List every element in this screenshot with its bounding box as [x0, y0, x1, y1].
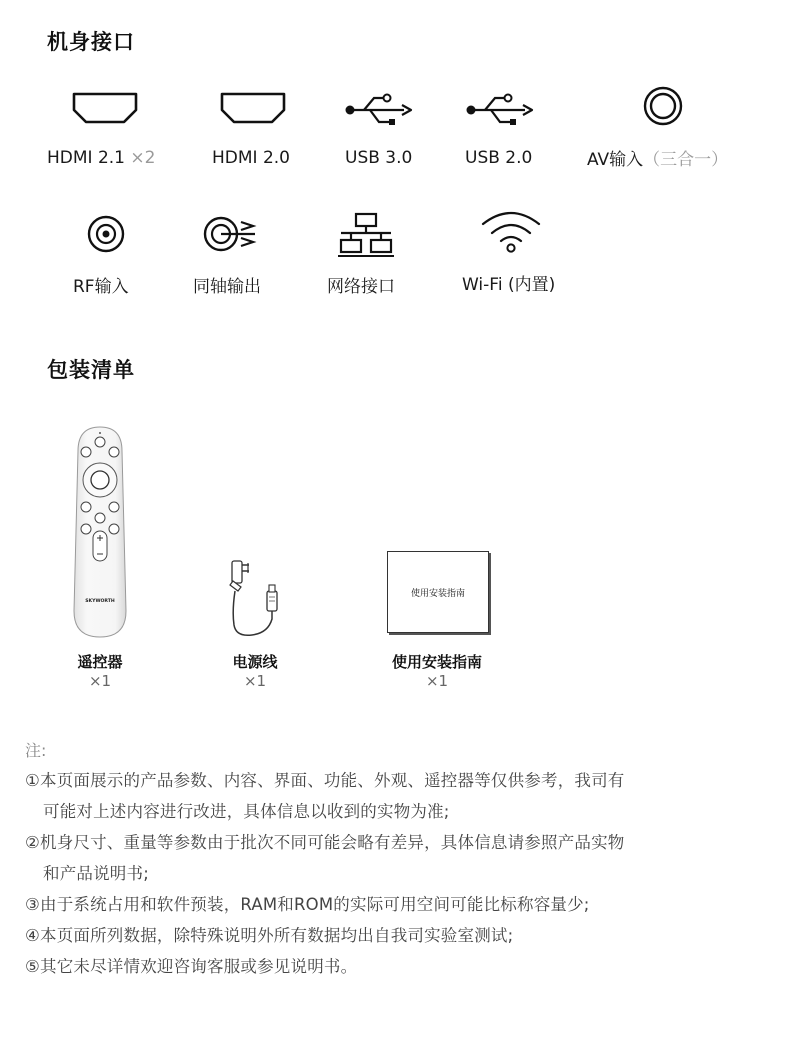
wifi-label: Wi-Fi (内置): [462, 275, 556, 295]
interfaces-heading: 机身接口: [47, 30, 135, 54]
coaxial-icon: [203, 214, 265, 254]
lan-icon: [337, 212, 395, 258]
usb-icon: [344, 93, 414, 127]
coaxial-output-label: 同轴输出: [193, 277, 261, 297]
note-line-2-cont: 和产品说明书;: [43, 864, 149, 883]
rf-input-label: RF输入: [73, 277, 129, 297]
package-item-power-cable: [215, 651, 295, 690]
av-port-icon: [643, 86, 683, 126]
notes-heading: 注:: [25, 741, 47, 760]
hdmi-icon: [220, 92, 286, 124]
package-item-qty: ×1: [88, 672, 112, 690]
hdmi-icon: [72, 92, 138, 124]
av-input-label: AV输入（三合一）: [587, 150, 729, 170]
package-item-qty: ×1: [425, 672, 449, 690]
usb-2-0-label: USB 2.0: [465, 148, 533, 168]
guide-cover-text: 使用安装指南: [410, 588, 465, 599]
remote-control-image: [72, 425, 128, 639]
hdmi-2-1-label: HDMI 2.1 ×2: [47, 148, 156, 168]
package-item-qty: ×1: [243, 672, 267, 690]
usb-icon: [465, 93, 535, 127]
note-line-2: ②机身尺寸、重量等参数由于批次不同可能会略有差异，具体信息请参照产品实物: [25, 833, 625, 852]
package-item-name: 使用安装指南: [391, 653, 482, 671]
note-line-1-cont: 可能对上述内容进行改进，具体信息以收到的实物为准;: [43, 802, 450, 821]
note-line-5: ⑤其它未尽详情欢迎咨询客服或参见说明书。: [25, 957, 358, 976]
installation-guide-image: [387, 551, 489, 633]
power-cable-image: [222, 553, 286, 639]
note-line-1: ①本页面展示的产品参数、内容、界面、功能、外观、遥控器等仅供参考，我司有: [25, 771, 625, 790]
wifi-icon: [480, 210, 542, 254]
rf-port-icon: [86, 214, 126, 254]
package-item-guide: [377, 651, 497, 690]
note-line-3: ③由于系统占用和软件预装，RAM和ROM的实际可用空间可能比标称容量少;: [25, 895, 590, 914]
network-port-label: 网络接口: [327, 277, 395, 297]
hdmi-2-0-label: HDMI 2.0: [212, 148, 290, 168]
package-item-remote: [60, 651, 140, 690]
note-line-4: ④本页面所列数据，除特殊说明外所有数据均出自我司实验室测试;: [25, 926, 514, 945]
remote-brand-text: SKYWORTH: [85, 599, 115, 604]
package-item-name: 电源线: [232, 653, 278, 671]
package-heading: 包装清单: [47, 358, 135, 382]
package-item-name: 遥控器: [77, 653, 123, 671]
usb-3-0-label: USB 3.0: [345, 148, 413, 168]
